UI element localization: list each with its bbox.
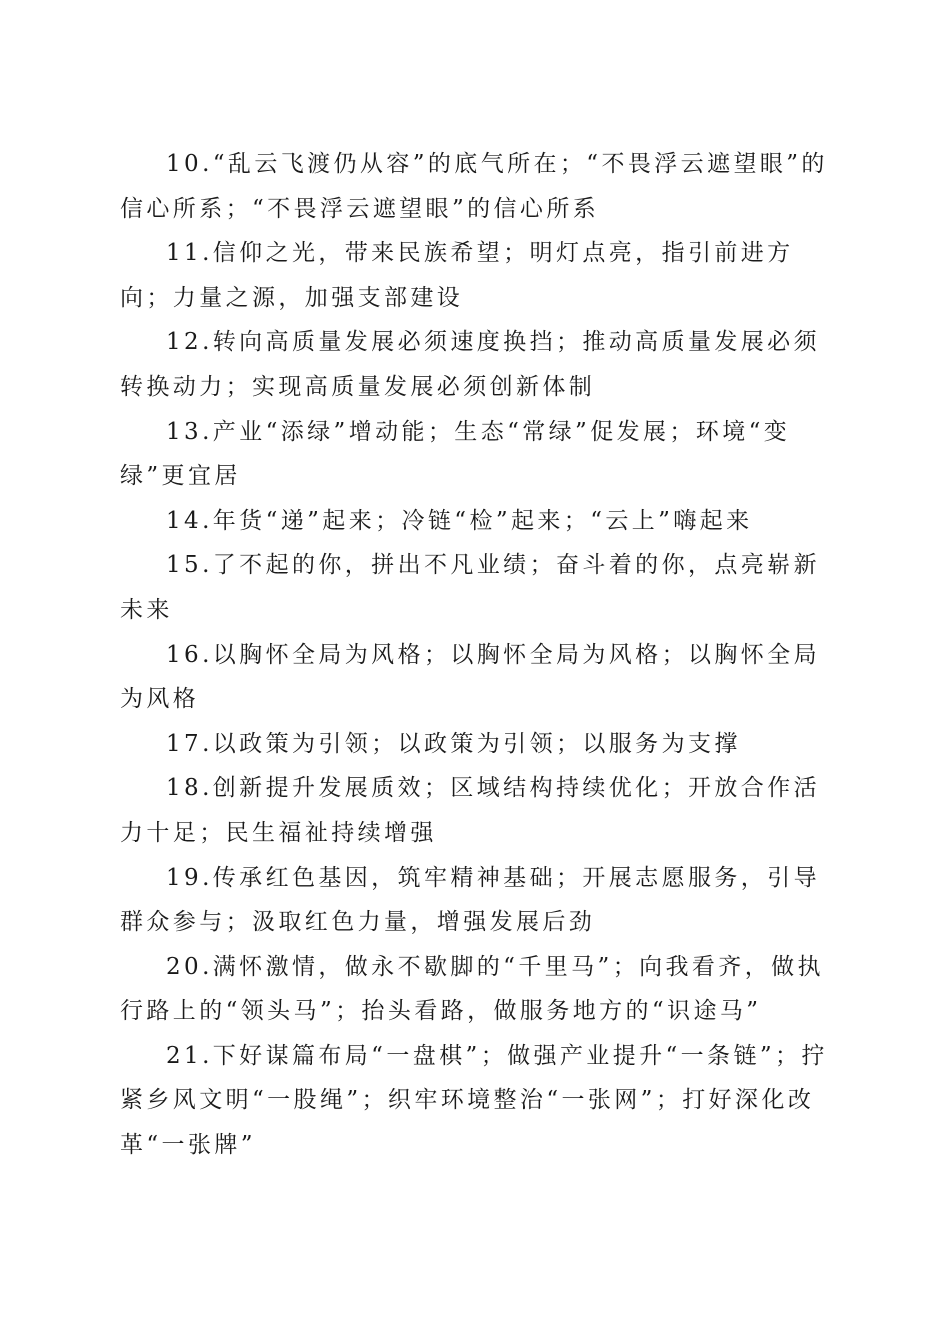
- paragraph-12: 12.转向高质量发展必须速度换挡；推动高质量发展必须转换动力；实现高质量发展必须创新体制: [120, 329, 820, 400]
- paragraph-11: 11.信仰之光，带来民族希望；明灯点亮，指引前进方向；力量之源，加强支部建设: [120, 240, 794, 311]
- paragraph-20: 20.满怀激情，做永不歇脚的“千里马”；向我看齐，做执行路上的“领头马”；抬头看路，做服务地方的“识途马”: [120, 953, 824, 1025]
- paragraph-17: 17.以政策为引领；以政策为引领；以服务为支撑: [166, 730, 741, 757]
- paragraph-18: 18.创新提升发展质效；区域结构持续优化；开放合作活力十足；民生福祉持续增强: [120, 775, 820, 846]
- paragraph-19: 19.传承红色基因，筑牢精神基础；开展志愿服务，引导群众参与；汲取红色力量，增强发展后劲: [120, 864, 820, 936]
- paragraph-10: 10.“乱云飞渡仍从容”的底气所在；“不畏浮云遮望眼”的信心所系；“不畏浮云遮望眼”的信心所系: [120, 151, 828, 222]
- paragraph-16: 16.以胸怀全局为风格；以胸怀全局为风格；以胸怀全局为风格: [120, 641, 820, 713]
- paragraph-21: 21.下好谋篇布局“一盘棋”；做强产业提升“一条链”；拧紧乡风文明“一股绳”；织牢环境整治“一张网”；打好深化改革“一张牌”: [120, 1042, 828, 1159]
- paragraph-15: 15.了不起的你，拼出不凡业绩；奋斗着的你，点亮崭新未来: [120, 552, 820, 623]
- paragraph-13: 13.产业“添绿”增动能；生态“常绿”促发展；环境“变绿”更宜居: [120, 418, 791, 490]
- paragraph-14: 14.年货“递”起来；冷链“检”起来；“云上”嗨起来: [166, 507, 753, 534]
- document-body: [120, 142, 830, 1168]
